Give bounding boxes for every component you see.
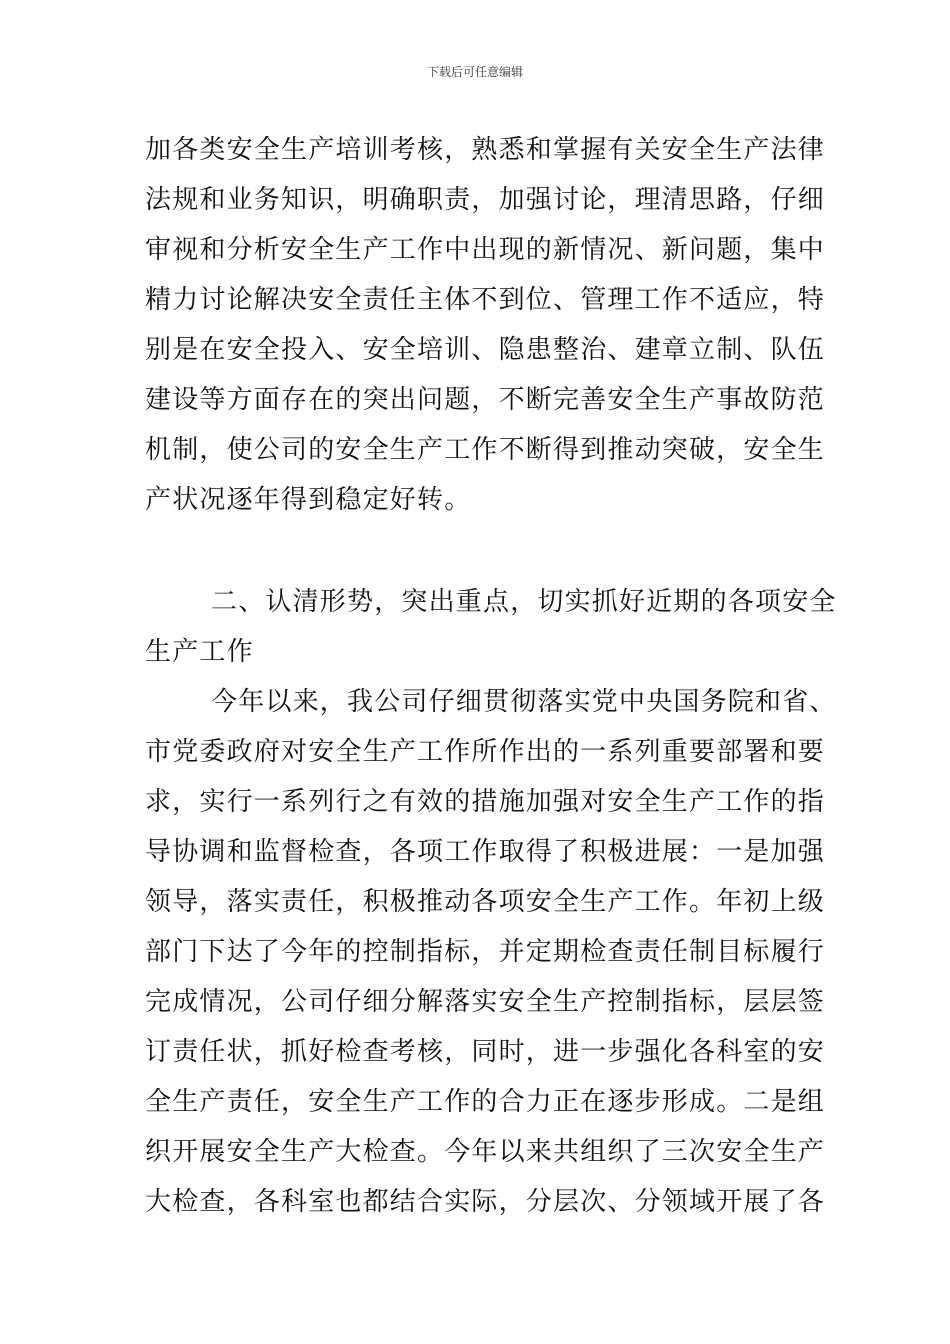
paragraph-1 xyxy=(145,125,826,525)
text-line: 建设等方面存在的突出问题，不断完善安全生产事故防范 xyxy=(145,385,826,415)
text-line: 别是在安全投入、安全培训、隐患整治、建章立制、队伍 xyxy=(145,335,826,365)
text-line: 今年以来，我公司仔细贯彻落实党中央国务院和省、 xyxy=(211,687,837,717)
section-heading-continued: 生产工作 xyxy=(145,637,254,667)
text-line: 法规和业务知识，明确职责，加强讨论，理清思路，仔细 xyxy=(145,185,826,215)
section-heading: 二、认清形势，突出重点，切实抓好近期的各项安全 xyxy=(211,587,837,617)
text-line: 部门下达了今年的控制指标，并定期检查责任制目标履行 xyxy=(145,937,826,967)
text-line: 订责任状，抓好检查考核，同时，进一步强化各科室的安 xyxy=(145,1037,826,1067)
text-line: 加各类安全生产培训考核，熟悉和掌握有关安全生产法律 xyxy=(145,135,826,165)
text-line: 审视和分析安全生产工作中出现的新情况、新问题，集中 xyxy=(145,235,826,265)
text-line: 导协调和监督检查，各项工作取得了积极进展：一是加强 xyxy=(145,837,826,867)
text-line: 领导，落实责任，积极推动各项安全生产工作。年初上级 xyxy=(145,887,826,917)
section-2 xyxy=(145,577,837,1227)
text-line: 求，实行一系列行之有效的措施加强对安全生产工作的指 xyxy=(145,787,826,817)
text-line: 大检查，各科室也都结合实际，分层次、分领域开展了各 xyxy=(145,1187,826,1217)
text-line: 织开展安全生产大检查。今年以来共组织了三次安全生产 xyxy=(145,1137,826,1167)
text-line: 精力讨论解决安全责任主体不到位、管理工作不适应，特 xyxy=(145,285,826,315)
text-line: 市党委政府对安全生产工作所作出的一系列重要部署和要 xyxy=(145,737,826,767)
text-line: 全生产责任，安全生产工作的合力正在逐步形成。二是组 xyxy=(145,1087,826,1117)
text-line: 完成情况，公司仔细分解落实安全生产控制指标，层层签 xyxy=(145,987,826,1017)
header-note: 下载后可任意编辑 xyxy=(426,65,523,79)
text-line: 产状况逐年得到稳定好转。 xyxy=(145,485,472,515)
text-line: 机制，使公司的安全生产工作不断得到推动突破，安全生 xyxy=(145,435,826,465)
